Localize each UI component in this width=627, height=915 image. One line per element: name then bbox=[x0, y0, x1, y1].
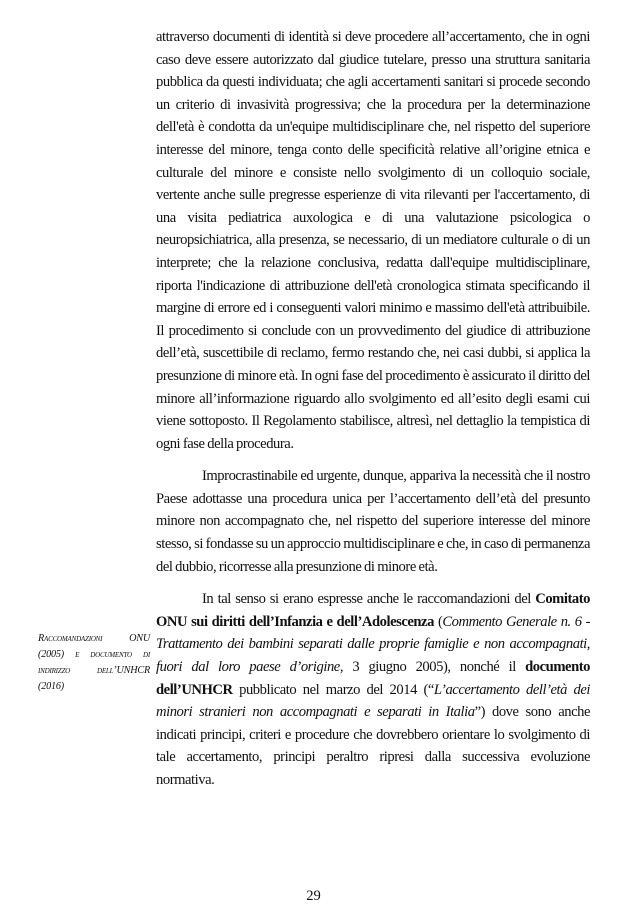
unhcr-document-name: documento dell’UNHCR bbox=[156, 659, 590, 698]
committee-name: Comitato ONU sui diritti dell’Infanzia e dell’Adolescenza bbox=[156, 591, 590, 630]
unhcr-document-title: L’accertamento dell’età dei minori stranieri non accompagnati e separati in Italia bbox=[156, 681, 590, 721]
paragraph-3-text-3: , 3 giugno 2005), nonché il bbox=[339, 659, 526, 676]
paragraph-2: Improcrastinabile ed urgente, dunque, appariva la necessità che il nostro Paese adottasse una procedura unica per l’accertamento dell’età del presunto minore non accompagnato che, nel rispetto del superiore interesse del minore stesso, si fondasse su un approccio multidisciplinare e che, in caso di permanenza del dubbio, ricorresse alla presunzione di minore età. bbox=[156, 468, 590, 575]
paragraph-3-text-2: ( bbox=[433, 613, 443, 630]
paragraph-3 bbox=[156, 588, 590, 791]
body-text bbox=[156, 26, 590, 802]
margin-note bbox=[38, 631, 150, 695]
paragraph-3-text-5: ”) dove sono anche indicati principi, criteri e procedure che dovrebbero orientare lo svolgimento di tale accertamento, principi peraltro ripresi dalla successiva evoluzione normativa. bbox=[156, 704, 590, 788]
paragraph-3-text-4: pubblicato nel marzo del 2014 (“ bbox=[232, 681, 434, 698]
margin-note-text: Raccomandazioni ONU (2005) e documento di indirizzo dell’UNHCR (2016) bbox=[38, 633, 150, 692]
general-comment-title: Commento Generale n. 6 - Trattamento dei bambini separati dalle proprie famiglie e non accompagnati, fuori dal loro paese d’origine bbox=[156, 613, 591, 676]
page-number: 29 bbox=[306, 888, 321, 904]
paragraph-1: attraverso documenti di identità si deve procedere all’accertamento, che in ogni caso deve essere autorizzato dal giudice tutelare, presso una struttura sanitaria pubblica da questi individuata; che agli accertamenti sanitari si procede secondo un criterio di invasività progressiva; che la procedura per la determinazione dell'età è condotta da un'equipe multidisciplinare che, nel rispetto del superiore interesse del minore, tenga conto delle specificità relative all’origine etnica e culturale del minore e consiste nello svolgimento di un colloquio sociale, vertente anche sulle pregresse esperienze di vita rilevanti per l'accertamento, di una visita pediatrica auxologica e di una valutazione psicologica o neuropsichiatrica, alla presenza, se necessario, di un mediatore culturale o di un interprete; che la relazione conclusiva, redatta dall'equipe multidisciplinare, riporta l'indicazione di attribuzione dell'età cronologica stimata specificando il margine di errore ed i conseguenti valori minimo e massimo dell'età attribuibile. Il procedimento si conclude con un provvedimento del giudice di attribuzione dell’età, suscettibile di reclamo, fermo restando che, nei casi dubbi, si applica la presunzione di minore età. In ogni fase del procedimento è assicurato il diritto del minore all’informazione riguardo allo svolgimento ed all’esito degli esami cui viene sottoposto. Il Regolamento stabilisce, altresì, nel dettaglio la tempistica di ogni fase della procedura. bbox=[156, 29, 590, 452]
paragraph-3-text-1: In tal senso si erano espresse anche le raccomandazioni del bbox=[202, 591, 536, 608]
